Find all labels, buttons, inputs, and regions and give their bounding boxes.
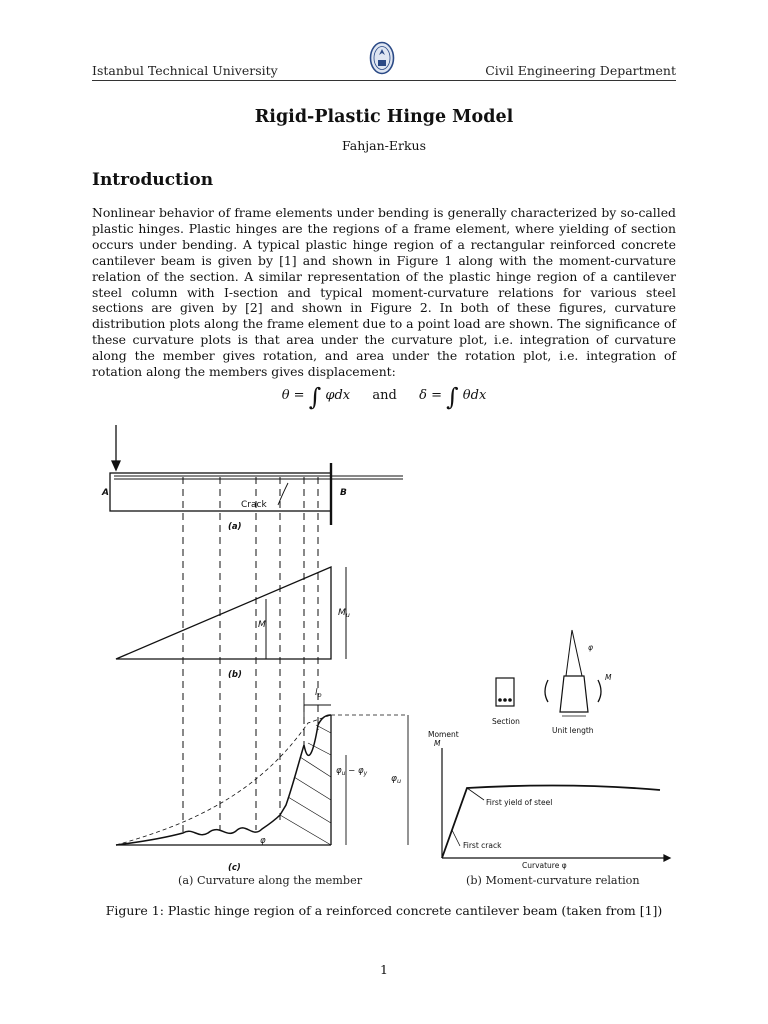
phi-u-label: $\varphi_u$ [391, 774, 402, 785]
integral-sign-icon: ∫ [446, 383, 459, 411]
header-divider [92, 80, 676, 81]
figure-caption: Figure 1: Plastic hinge region of a reinforced concrete cantilever beam (taken from [1]) [105, 903, 663, 918]
equation-conjunction: and [372, 388, 397, 403]
load-arrowhead-icon [112, 461, 120, 470]
subfigure-label-c: (c) [228, 863, 241, 873]
crack-label: Crack [241, 500, 267, 510]
subfigure-caption-a: (a) Curvature along the member [178, 874, 363, 887]
moment-diagram [116, 567, 331, 659]
unit-length-label: Unit length [552, 726, 594, 735]
subfigure-label-a: (a) [228, 522, 242, 532]
lp-label: $l_p$ [315, 688, 322, 699]
equation-theta-lhs: θ = [281, 388, 305, 403]
label-A: A [102, 488, 109, 498]
projection-lines [183, 477, 318, 835]
first-crack-label: First crack [463, 841, 502, 850]
phi-u-minus-phi-y-label: $\varphi_u - \varphi_y$ [336, 766, 368, 777]
rotation-line [566, 630, 572, 676]
integral-equation [0, 383, 768, 411]
integral-sign-icon: ∫ [308, 383, 322, 411]
figure-moment-curvature [420, 620, 670, 870]
equation-delta-rhs: θdx [462, 388, 487, 403]
moment-M-label: M [258, 620, 266, 630]
moment-axis-symbol: M [434, 739, 441, 748]
moment-arrow-left-icon [545, 680, 548, 702]
equation-delta-lhs: δ = [419, 388, 442, 403]
moment-Mu-label: $M_u$ [338, 608, 350, 619]
curvature-axis-label: Curvature φ [522, 861, 567, 870]
paper-title: Rigid-Plastic Hinge Model [254, 107, 514, 127]
moment-M-label-b: M [605, 673, 612, 682]
label-B: B [340, 488, 347, 498]
section-label: Section [492, 717, 520, 726]
unit-length-segment [560, 676, 588, 712]
moment-arrow-right-icon [598, 680, 601, 702]
moment-axis-label: Moment [428, 730, 459, 739]
equation-theta-rhs: φdx [325, 388, 351, 403]
body-paragraph: Nonlinear behavior of frame elements under bending is generally characterized by so-called plastic hinges. Plastic hinges are the regions of a frame element, where yielding of section occurs under bending. A typical plastic hinge region of a rectangular reinforced concrete cantilever beam is given by [1] and shown in Figure 1 along with the moment-curvature relation of the section. A similar representation of the plastic hinge region of a cantilever steel column with I-section and typical moment-curvature relations for various steel sections are given by [2] and shown in Figure 2. In both of these figures, curvature distribution plots along the frame element due to a point load are shown. The significance of these curvature plots is that area under the curvature plot, i.e. integration of curvature along the member gives rotation, and area under the rotation plot, i.e. integration of rotation along the members gives displacement: [92, 205, 676, 380]
page-number: 1 [380, 962, 388, 977]
header-institution: Istanbul Technical University [92, 63, 278, 78]
header-department: Civil Engineering Department [485, 63, 676, 78]
university-seal-icon [369, 40, 395, 76]
rotation-phi-label: φ [588, 643, 593, 652]
paper-author: Fahjan-Erkus [341, 138, 427, 153]
first-yield-label: First yield of steel [486, 798, 553, 807]
figure-curvature-along-member [102, 425, 408, 875]
first-crack-leader [452, 830, 460, 846]
first-yield-leader [467, 788, 484, 800]
subfigure-caption-b: (b) Moment-curvature relation [466, 874, 640, 887]
section-heading: Introduction [92, 170, 214, 190]
subfigure-label-b: (b) [228, 670, 242, 680]
phi-label: φ [260, 836, 266, 846]
